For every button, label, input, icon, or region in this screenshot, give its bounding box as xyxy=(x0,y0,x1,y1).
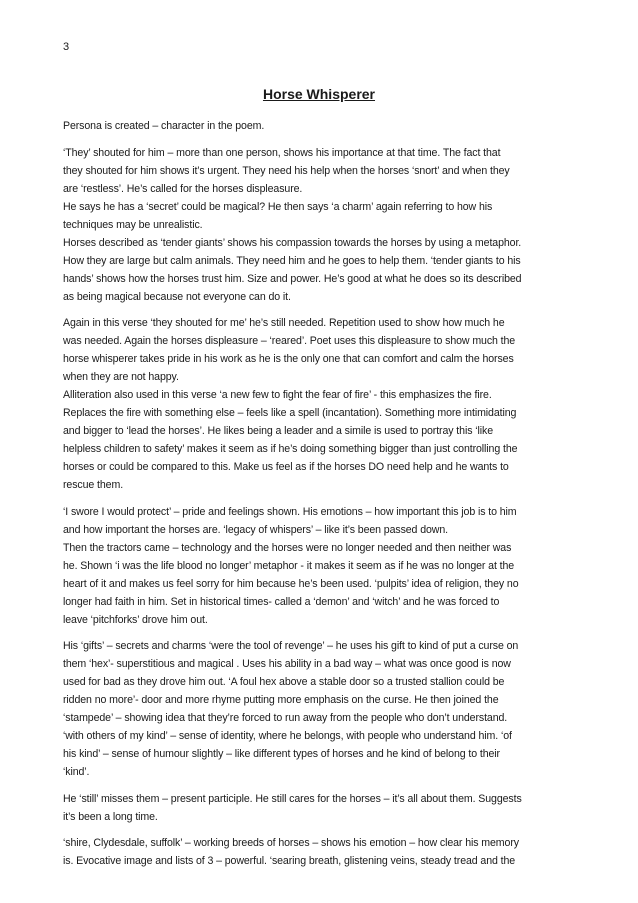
page-number: 3 xyxy=(63,41,70,53)
text-line: Replaces the fire with something else – feels like a spell (incantation). Something more intimidating xyxy=(63,407,517,419)
text-line: How they are large but calm animals. They need him and he goes to help them. ‘tender giants to his xyxy=(63,254,521,267)
paragraph xyxy=(63,637,575,781)
text-line: rescue them. xyxy=(63,479,124,491)
text-line: helpless children to safety’ makes it seem as if he’s doing something bigger than just controlling the xyxy=(63,443,518,455)
text-line: He says he has a ‘secret’ could be magical? He then says ‘a charm’ again referring to how his xyxy=(63,200,493,213)
text-line: ‘with others of my kind’ – sense of identity, where he belongs, with people who understand him. ‘of xyxy=(63,730,512,742)
text-line: used for bad as they drove him out. ‘A foul hex above a stable door so a trusted stallion could be xyxy=(63,676,505,688)
text-line: Then the tractors came – technology and the horses were no longer needed and then neither was xyxy=(63,541,512,554)
text-line: when they are not happy. xyxy=(63,371,179,383)
text-line: his kind’ – sense of humour slightly – like different types of horses and he kind of belong to their xyxy=(63,748,500,760)
text-line: Alliteration also used in this verse ‘a new few to fight the fear of fire’ - this emphasizes the fire. xyxy=(63,389,492,401)
text-line: them ‘hex’- superstitious and magical . Uses his ability in a bad way – what was once good is now xyxy=(63,658,511,670)
text-line: was needed. Again the horses displeasure – ‘reared’. Poet uses this displeasure to show much the xyxy=(63,335,516,347)
text-line: heart of it and makes us feel sorry for him because he’s been used. ‘pulpits’ idea of religion, they no xyxy=(63,577,519,590)
text-line: He ‘still’ misses them – present participle. He still cares for the horses – it’s all about them. Suggests xyxy=(63,792,522,805)
text-line: are ‘restless’. He’s called for the horses displeasure. xyxy=(63,182,303,195)
paragraph xyxy=(63,314,575,494)
text-line: ‘kind’. xyxy=(63,766,90,778)
paragraph xyxy=(63,144,575,306)
text-line: leave ‘pitchforks’ drove him out. xyxy=(63,613,208,626)
text-line: hands’ shows how the horses trust him. Size and power. He’s good at what he does so its described xyxy=(63,272,522,285)
text-line: they shouted for him shows it’s urgent. They need his help when the horses ‘snort’ and when they xyxy=(63,164,510,177)
text-line: Horses described as ‘tender giants’ shows his compassion towards the horses by using a metaphor. xyxy=(63,236,522,249)
text-line: horse whisperer takes pride in his work as he is the only one that can comfort and calm the horses xyxy=(63,353,514,365)
text-line: and how important the horses are. ‘legacy of whispers’ – like it’s been passed down. xyxy=(63,523,448,536)
text-line: ‘They’ shouted for him – more than one person, shows his importance at that time. The fact that xyxy=(63,146,501,159)
text-line: he. Shown ‘i was the life blood no longer’ metaphor - it makes it seem as if he was no longer at the xyxy=(63,559,515,572)
text-line: ‘stampede’ – showing idea that they’re forced to run away from the people who don’t understand. xyxy=(63,712,508,724)
text-line: His ‘gifts’ – secrets and charms ‘were the tool of revenge’ – he uses his gift to kind of put a curse on xyxy=(63,640,519,652)
paragraph xyxy=(63,834,575,870)
text-line: ridden no more’- door and more rhyme putting more emphasis on the curse. He then joined the xyxy=(63,694,499,706)
text-line: Again in this verse ‘they shouted for me’ he’s still needed. Repetition used to show how much he xyxy=(63,317,505,329)
text-line: and bigger to ‘lead the horses’. He likes being a leader and a simile is used to portray this ‘like xyxy=(63,425,493,437)
text-line: ‘I swore I would protect’ – pride and feelings shown. His emotions – how important this job is to him xyxy=(63,505,517,518)
text-line: is. Evocative image and lists of 3 – powerful. ‘searing breath, glistening veins, steady tread and the xyxy=(63,855,516,867)
text-line: horses or could be compared to this. Make us feel as if the horses DO need help and he wants to xyxy=(63,461,509,473)
paragraph xyxy=(63,117,575,135)
text-line: techniques may be unrealistic. xyxy=(63,218,203,231)
text-line: it’s been a long time. xyxy=(63,810,158,823)
text-line: Persona is created – character in the poem. xyxy=(63,120,265,132)
text-line: longer had faith in him. Set in historical times- called a ‘demon’ and ‘witch’ and he was forced to xyxy=(63,595,500,608)
paragraph xyxy=(63,503,575,629)
document-body xyxy=(63,117,575,879)
text-line: ‘shire, Clydesdale, suffolk’ – working breeds of horses – shows his emotion – how clear his memory xyxy=(63,837,519,849)
paragraph xyxy=(63,790,575,826)
document-title: Horse Whisperer xyxy=(262,86,376,102)
text-line: as being magical because not everyone can do it. xyxy=(63,290,291,303)
